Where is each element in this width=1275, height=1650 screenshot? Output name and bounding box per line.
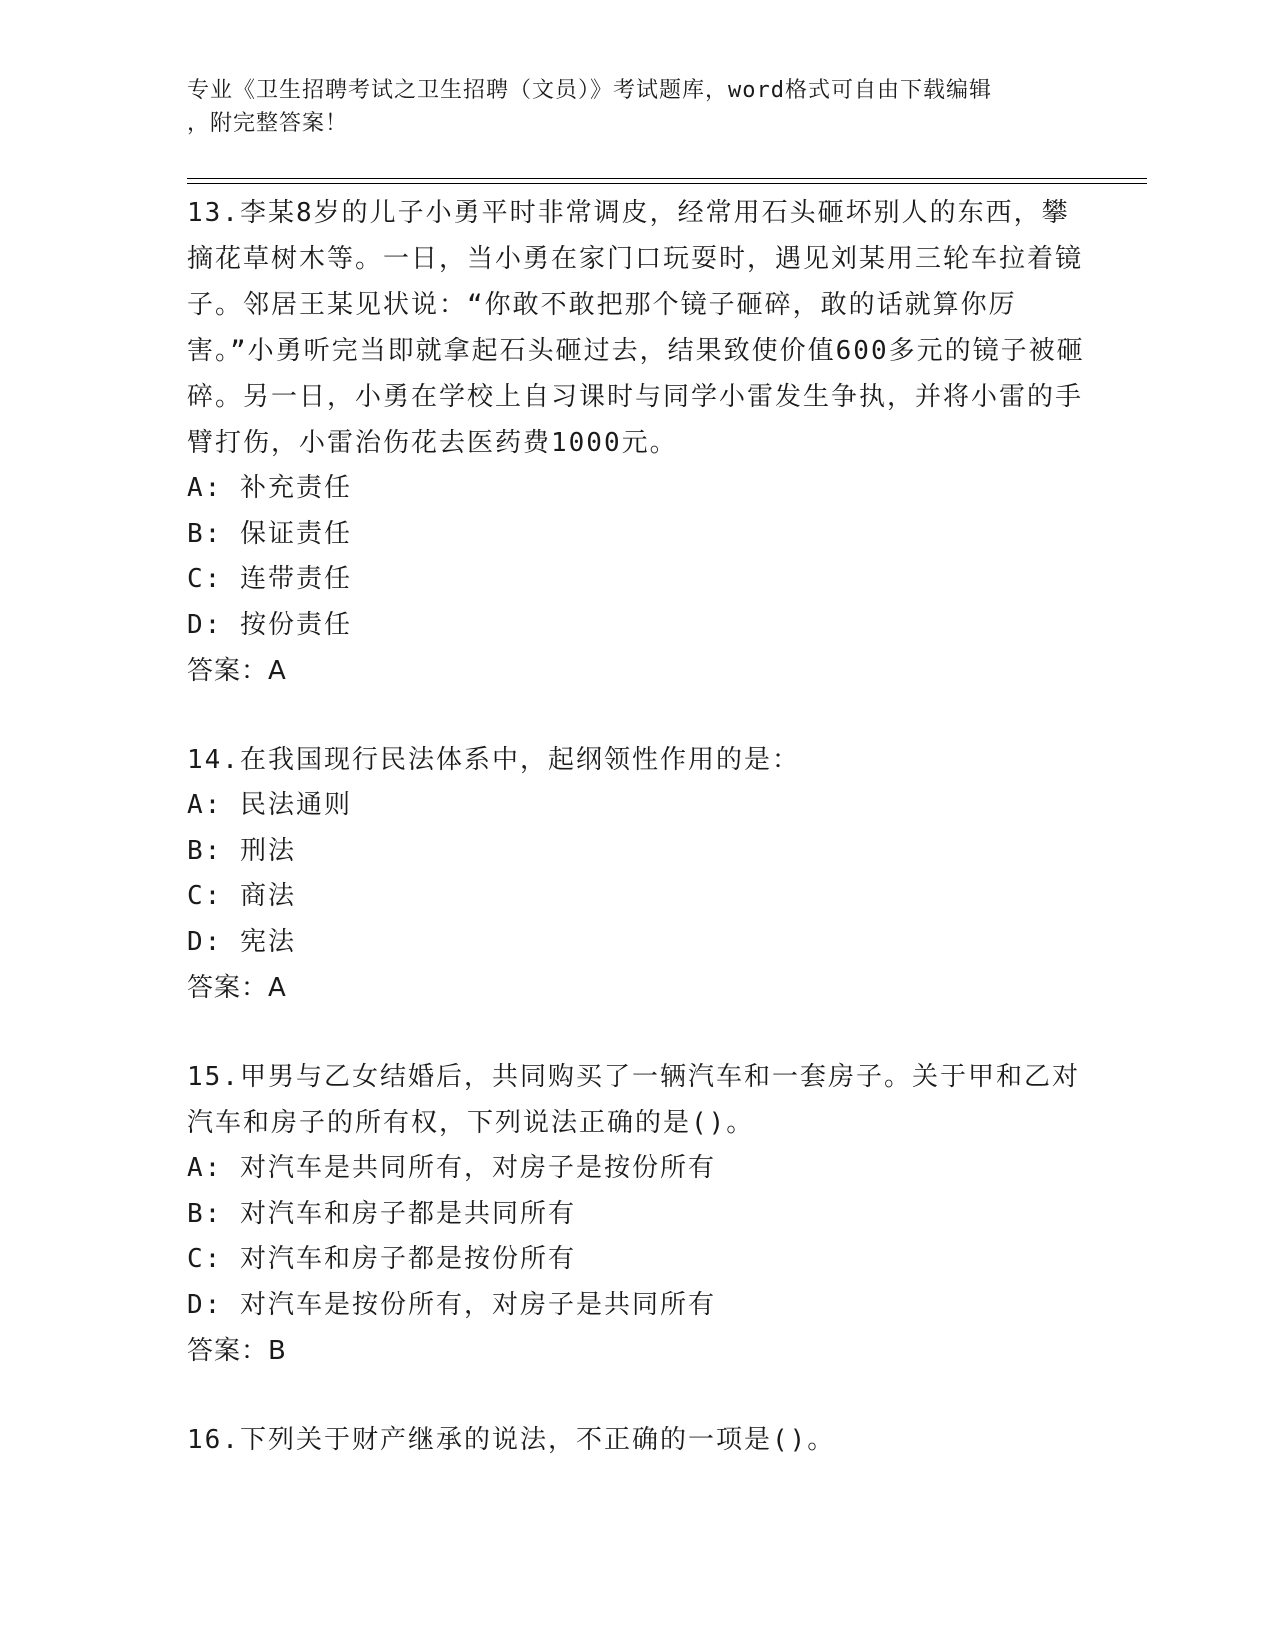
question-stem: 15.甲男与乙女结婚后，共同购买了一辆汽车和一套房子。关于甲和乙对汽车和房子的所有权，下列说法正确的是()。 [187,1062,1080,1138]
question-list [187,190,1087,1506]
question-15 [187,1054,1087,1374]
header-rule-top [187,178,1147,179]
header-line-1: 专业《卫生招聘考试之卫生招聘（文员）》考试题库，word格式可自由下载编辑 [187,78,992,103]
question-16 [187,1417,1087,1463]
header-line-2: ，附完整答案！ [187,111,349,136]
option-c: C: 连带责任 [187,564,352,594]
question-stem: 13.李某8岁的儿子小勇平时非常调皮，经常用石头砸坏别人的东西，攀摘花草树木等。一日，当小勇在家门口玩耍时，遇见刘某用三轮车拉着镜子。邻居王某见状说：“你敢不敢把那个镜子砸碎，敢的话就算你厉害。”小勇听完当即就拿起石头砸过去，结果致使价值600多元的镜子被砸碎。另一日，小勇在学校上自习课时与同学小雷发生争执，并将小雷的手臂打伤，小雷治伤花去医药费1000元。 [187,198,1085,458]
header-rule-bottom [187,183,1147,184]
question-13 [187,190,1087,694]
answer: 答案：B [187,1336,287,1366]
option-d: D: 宪法 [187,926,296,957]
option-c: C: 对汽车和房子都是按份所有 [187,1244,576,1274]
question-stem: 16.下列关于财产继承的说法，不正确的一项是()。 [187,1425,836,1455]
option-d: D: 按份责任 [187,609,352,640]
option-d: D: 对汽车是按份所有，对房子是共同所有 [187,1289,716,1320]
question-stem: 14.在我国现行民法体系中，起纲领性作用的是： [187,745,800,775]
option-c: C: 商法 [187,881,296,911]
document-header [187,74,1067,140]
option-a: A: 对汽车是共同所有，对房子是按份所有 [187,1153,716,1183]
option-b: B: 刑法 [187,835,296,866]
answer: 答案：A [187,973,287,1003]
option-a: A: 民法通则 [187,790,352,820]
question-14 [187,737,1087,1011]
option-b: B: 对汽车和房子都是共同所有 [187,1198,576,1229]
option-b: B: 保证责任 [187,518,352,549]
answer: 答案：A [187,656,287,686]
option-a: A: 补充责任 [187,473,352,503]
